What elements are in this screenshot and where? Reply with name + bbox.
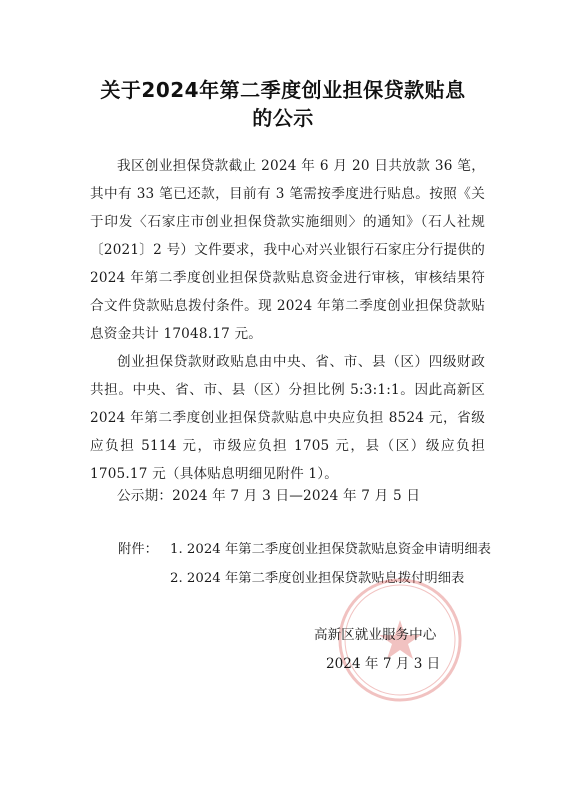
attachment-item-2: 2. 2024 年第二季度创业担保贷款贴息拨付明细表 xyxy=(170,571,465,586)
paragraph-publicity-period: 公示期：2024 年 7 月 3 日—2024 年 7 月 5 日 xyxy=(117,488,421,504)
signature-organization: 高新区就业服务中心 xyxy=(314,627,437,643)
attachment-item-1: 1. 2024 年第二季度创业担保贷款贴息资金申请明细表 xyxy=(170,542,491,557)
attachments-label: 附件： xyxy=(118,542,158,557)
signature-date: 2024 年 7 月 3 日 xyxy=(326,656,441,672)
paragraph-loan-summary: 我区创业担保贷款截止 2024 年 6 月 20 日共放款 36 笔，其中有 33 笔已还款，目前有 3 笔需按季度进行贴息。按照《关于印发〈石家庄市创业担保贷款实施细则〉的通知》（石人社规〔2021〕2 号）文件要求，我中心对兴业银行石家庄分行提供的 2024 年第二季度创业担保贷款贴息资金进行审核，审核结果符合文件贷款贴息拨付条件。现 2024 年第二季度创业担保贷款贴息资金共计 17048.17 元。 xyxy=(90,158,485,342)
document-title: 关于2024年第二季度创业担保贷款贴息 xyxy=(100,78,466,102)
paragraph-cost-sharing: 创业担保贷款财政贴息由中央、省、市、县（区）四级财政共担。中央、省、市、县（区）分担比例 5:3:1:1。因此高新区 2024 年第二季度创业担保贷款贴息中央应负担 8524 元，省级应负担 5114 元，市级应负担 1705 元，县（区）级应负担 1705.17 元（具体贴息明细见附件 1）。 xyxy=(90,354,485,482)
document-title-line2: 的公示 xyxy=(252,106,314,130)
